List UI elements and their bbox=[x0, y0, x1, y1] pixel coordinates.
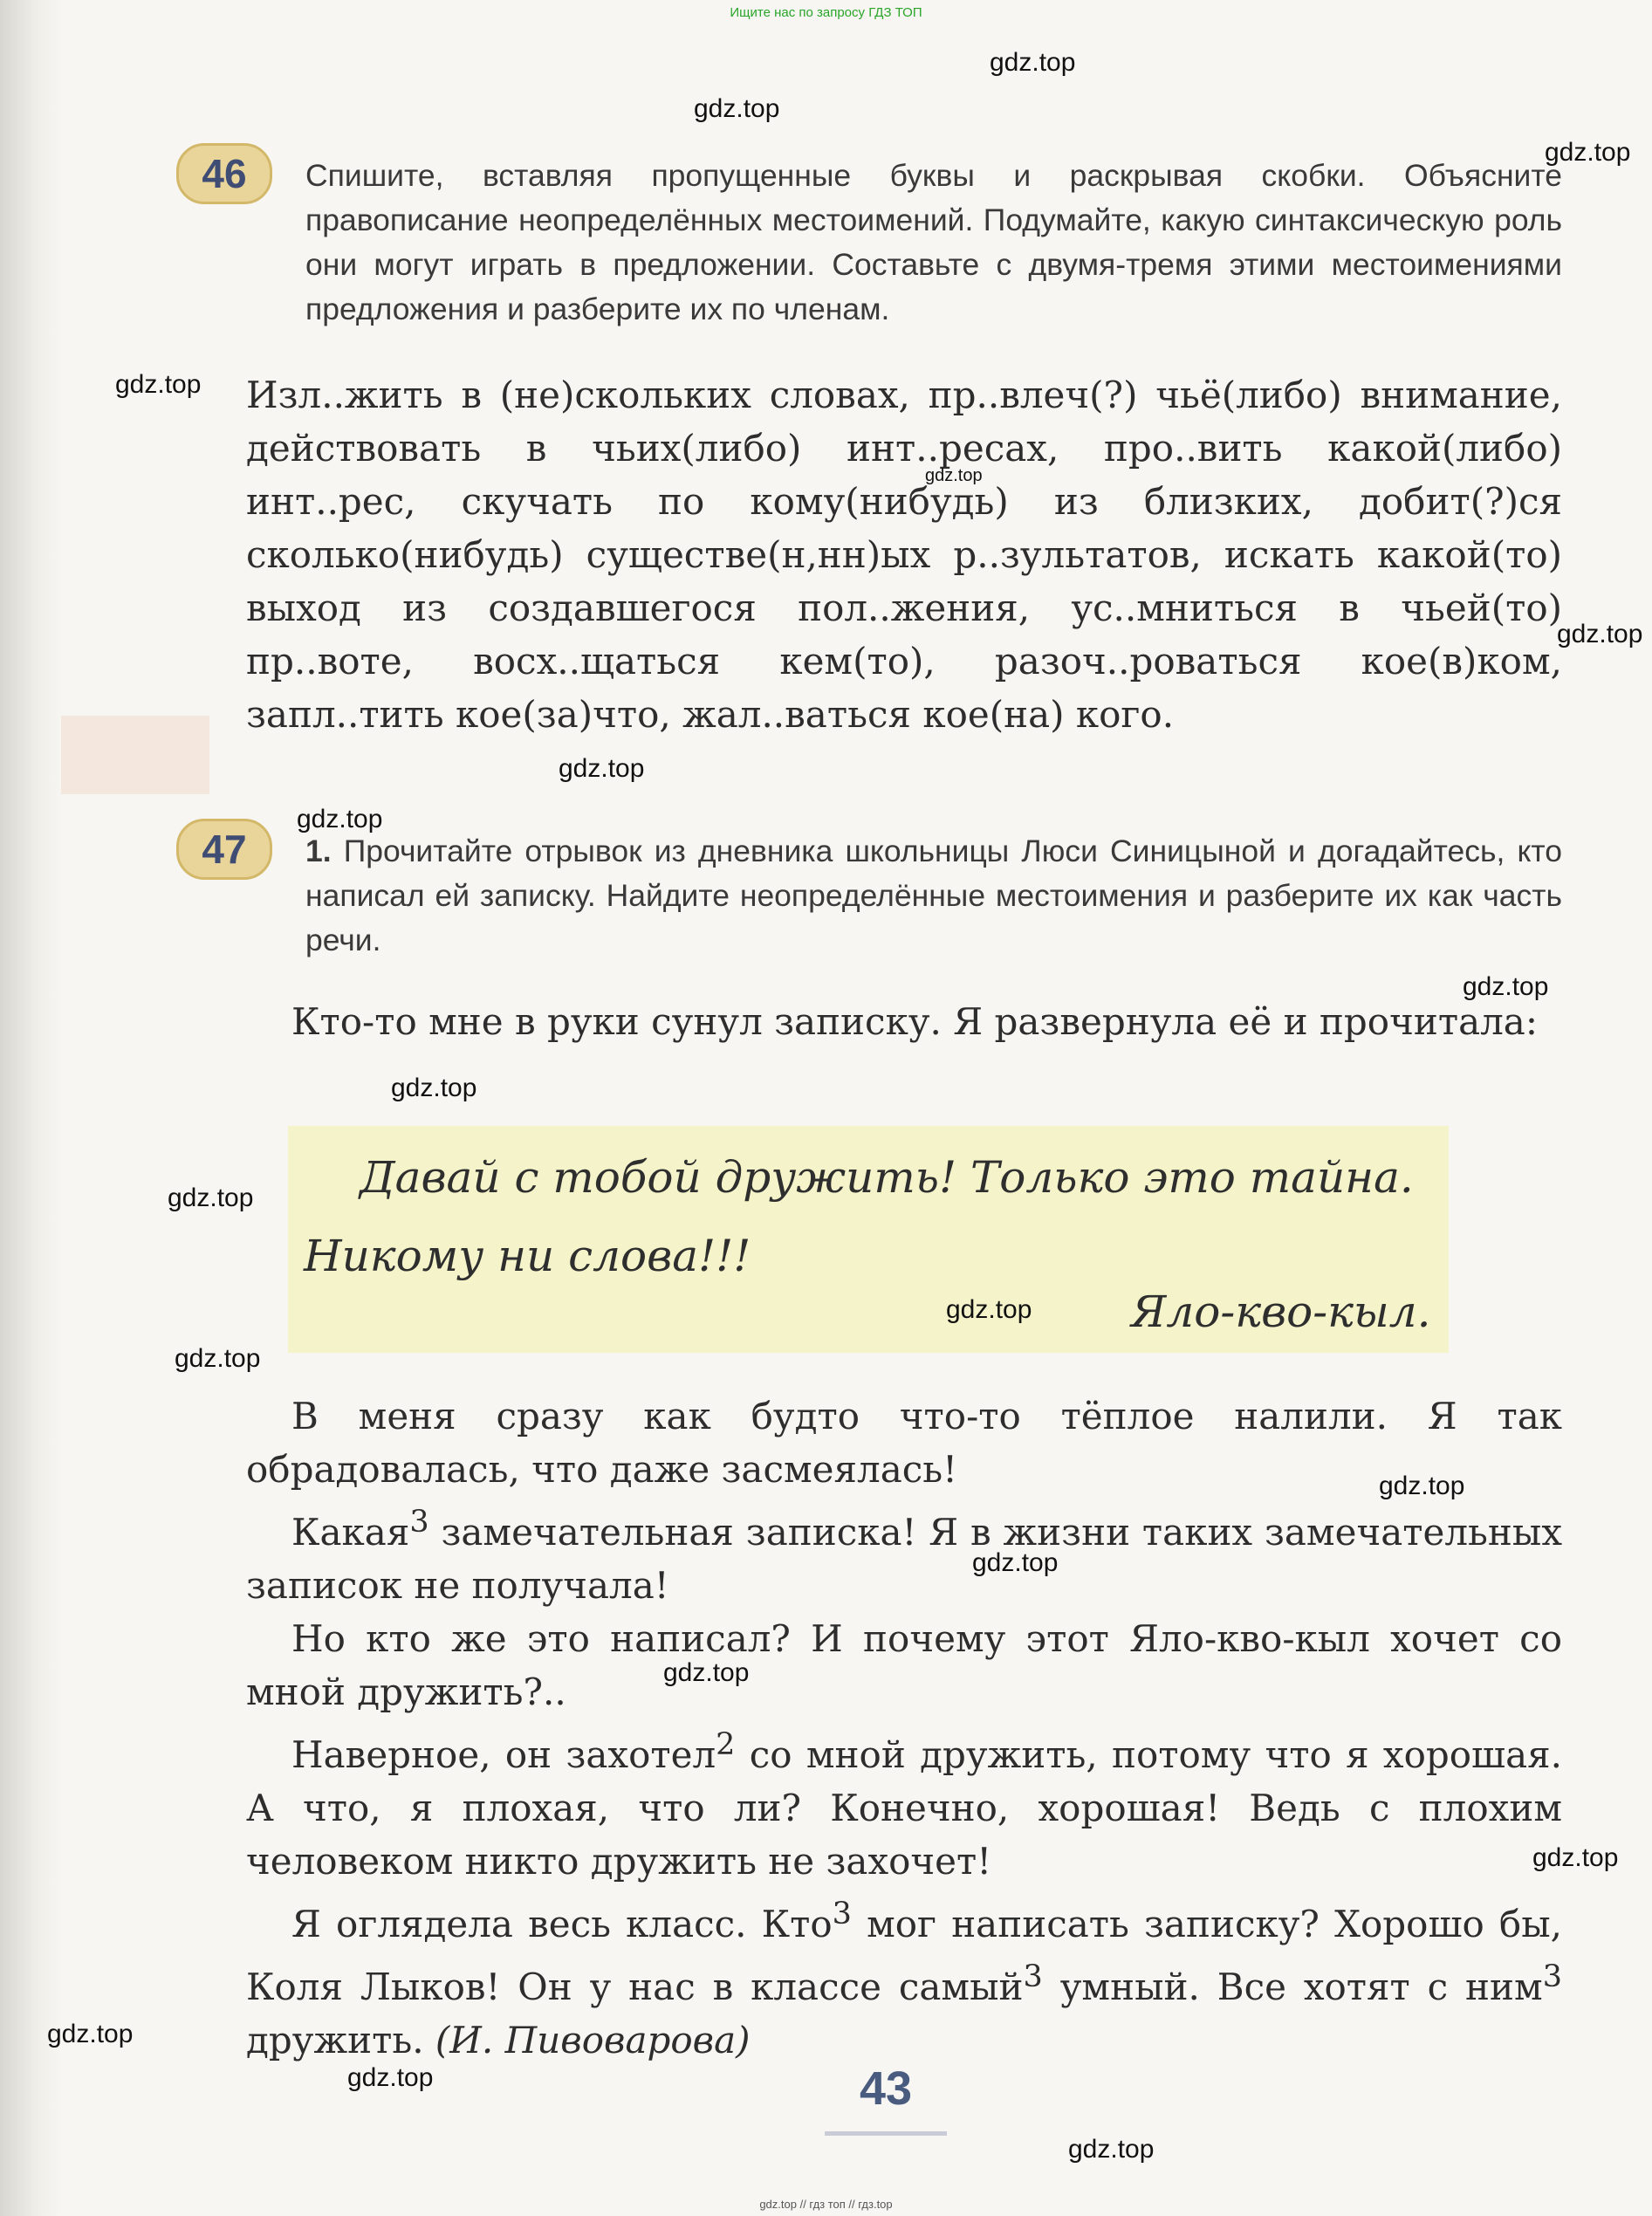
watermark: gdz.top bbox=[175, 1344, 261, 1373]
task-number: 1. bbox=[305, 834, 332, 868]
note-line-2: Никому ни слова!!! bbox=[304, 1231, 751, 1281]
p4-sup: 2 bbox=[716, 1727, 736, 1762]
page-number: 43 bbox=[859, 2062, 913, 2115]
watermark: gdz.top bbox=[1545, 138, 1631, 167]
exercise-46-body: Изл..жить в (не)скольких словах, пр..влеч(?) чьё(либо) внимание, действовать в чьих(либо) инт..ресах, про..вить какой(либо) инт..рес, скучать по кому(нибудь) из близких, добит(?)ся сколько(нибудь) существе(н,нн)ых р..зультатов, искать какой(то) выход из создавшегося пол..жения, ус..мниться в чьей(то) пр..воте, восх..щаться кем(то), разоч..роваться кое(в)ком, запл..тить кое(за)что, жал..ваться кое(на) кого. bbox=[246, 374, 1562, 736]
header-note: Ищите нас по запросу ГДЗ ТОП bbox=[730, 5, 922, 20]
diary-text bbox=[246, 1389, 1562, 2067]
p5-sup3: 3 bbox=[1542, 1959, 1562, 1994]
watermark: gdz.top bbox=[925, 466, 983, 485]
p2-word: Какая bbox=[291, 1511, 410, 1554]
watermark: gdz.top bbox=[990, 48, 1076, 77]
background-bleed bbox=[61, 716, 209, 794]
watermark: gdz.top bbox=[1068, 2135, 1155, 2164]
watermark: gdz.top bbox=[168, 1183, 254, 1212]
exercise-47-intro bbox=[246, 995, 1562, 1048]
page-spine-shadow bbox=[0, 0, 61, 2216]
watermark: gdz.top bbox=[1557, 620, 1643, 648]
author: (И. Пивоварова) bbox=[435, 2019, 751, 2062]
p5-sup2: 3 bbox=[1023, 1959, 1043, 1994]
diary-paragraph-4 bbox=[246, 1719, 1562, 1888]
watermark: gdz.top bbox=[47, 2020, 134, 2048]
watermark: gdz.top bbox=[663, 1658, 750, 1687]
diary-paragraph-3: Но кто же это написал? И почему этот Яло-кво-кыл хочет со мной дружить?.. bbox=[246, 1617, 1562, 1713]
watermark: gdz.top bbox=[1532, 1843, 1619, 1872]
watermark: gdz.top bbox=[297, 805, 383, 834]
p4-a: Наверное, он захотел bbox=[291, 1733, 716, 1776]
watermark: gdz.top bbox=[972, 1548, 1059, 1577]
p4-b: со мной дружить, потому что я хорошая. А что, я плохая, что ли? Конечно, хорошая! Ведь с плохим человеком никто дружить не захочет! bbox=[246, 1733, 1562, 1883]
watermark: gdz.top bbox=[391, 1074, 477, 1102]
watermark: gdz.top bbox=[115, 370, 202, 399]
note-line-1: Давай с тобой дружить! Только это тайна. bbox=[360, 1152, 1414, 1203]
p5-b: мог написать записку? Хорошо бы, Коля Лыков! Он у нас в классе самый bbox=[246, 1903, 1562, 2008]
diary-paragraph-2 bbox=[246, 1496, 1562, 1612]
watermark: gdz.top bbox=[694, 94, 780, 123]
p2-rest: замечательная записка! Я в жизни таких замечательных записок не получала! bbox=[246, 1511, 1562, 1607]
exercise-46-badge: 46 bbox=[176, 143, 272, 204]
exercise-46-instruction: Спишите, вставляя пропущенные буквы и раскрывая скобки. Объясните правописание неопределённых местоимений. Подумайте, какую синтаксическую роль они могут играть в предложении. Составьте с двумя-тремя этими местоимениями предложения и разберите их по членам. bbox=[305, 158, 1562, 326]
watermark: gdz.top bbox=[347, 2063, 434, 2092]
p2-sup: 3 bbox=[409, 1505, 429, 1540]
watermark: gdz.top bbox=[946, 1295, 1032, 1324]
exercise-47-instruction bbox=[305, 829, 1562, 963]
page-number-rule bbox=[825, 2131, 947, 2136]
intro-paragraph: Кто-то мне в руки сунул записку. Я развернула её и прочитала: bbox=[291, 1000, 1538, 1043]
watermark: gdz.top bbox=[1379, 1472, 1465, 1500]
exercise-47-instruction-text: Прочитайте отрывок из дневника школьницы Люси Синицыной и догадайтесь, кто написал ей записку. Найдите неопределённые местоимения и разберите их как часть речи. bbox=[305, 834, 1562, 957]
exercise-47-badge: 47 bbox=[176, 819, 272, 880]
p5-a: Я оглядела весь класс. Кто bbox=[291, 1903, 833, 1945]
watermark: gdz.top bbox=[559, 754, 645, 783]
p5-d: дружить. bbox=[246, 2019, 435, 2062]
footer-note: gdz.top // гдз топ // гдз.top bbox=[759, 2198, 893, 2211]
diary-paragraph-1: В меня сразу как будто что-то тёплое налили. Я так обрадовалась, что даже засмеялась! bbox=[246, 1395, 1562, 1491]
p5-c: умный. Все хотят с ним bbox=[1042, 1966, 1543, 2008]
exercise-46-text bbox=[246, 368, 1562, 741]
p5-sup1: 3 bbox=[832, 1897, 852, 1931]
diary-paragraph-5 bbox=[246, 1888, 1562, 2067]
note-signature: Яло-кво-кыл. bbox=[1131, 1286, 1431, 1337]
watermark: gdz.top bbox=[1463, 972, 1549, 1001]
